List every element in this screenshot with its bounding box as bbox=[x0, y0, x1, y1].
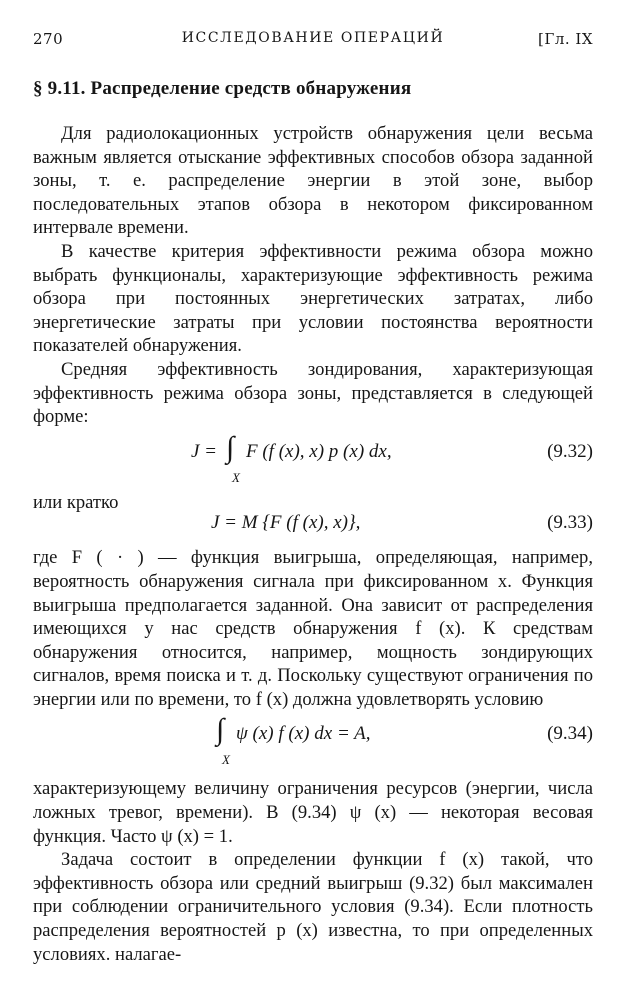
equation-9-34 bbox=[33, 711, 593, 777]
section-heading: § 9.11. Распределение средств обнаружения bbox=[33, 78, 412, 99]
paragraph-3: Средняя эффективность зондирования, характеризующая эффективность режима обзора зоны, представляется в следующей форме: bbox=[33, 358, 593, 428]
integral-domain: X bbox=[232, 469, 240, 485]
running-head bbox=[33, 30, 593, 56]
integral-sign: ∫ bbox=[216, 713, 225, 747]
or-briefly-text: или кратко bbox=[33, 491, 119, 513]
paragraph-4: где F ( · ) — функция выигрыша, определяющая, например, вероятность обнаружения сигнала при фиксированном x. Функция выигрыша предполагается заданной. Она зависит от распределения имеющихся у нас средств обнаружения f (x). К средствам обнаружения относится, например, мощность зондирующих сигналов, время поиска и т. д. Поскольку существуют ограничения по энергии или по времени, то f (x) должна удовлетворять условию bbox=[33, 547, 593, 710]
paragraph-2: В качестве критерия эффективности режима обзора можно выбрать функционалы, характеризующие эффективность режима обзора при постоянных энергетических затратах, либо энергетические затраты при условии постоянства вероятности показателей обнаружения. bbox=[33, 240, 593, 357]
equation-body: F (f (x), x) p (x) dx, bbox=[246, 440, 392, 462]
equation-number: (9.34) bbox=[547, 723, 593, 745]
page-number: 270 bbox=[33, 30, 64, 48]
equation-lhs: J = bbox=[191, 440, 218, 462]
integral-sign: ∫ bbox=[226, 430, 235, 464]
equation-number: (9.33) bbox=[547, 512, 593, 534]
paragraph-6: Задача состоит в определении функции f (x) такой, что эффективность обзора или средний выигрыш (9.32) был максимален при соблюдении ограничительного условия (9.34). Если плотность распределения вероятностей p (x) известна, то при определенных условиях. налагае- bbox=[33, 849, 593, 965]
book-page bbox=[33, 30, 593, 966]
paragraph-5: характеризующему величину ограничения ресурсов (энергии, числа ложных тревог, времени). В (9.34) ψ (x) — некоторая весовая функция. Часто ψ (x) = 1. bbox=[33, 778, 593, 847]
running-title: ИССЛЕДОВАНИЕ ОПЕРАЦИЙ bbox=[181, 30, 445, 46]
equation-number: (9.32) bbox=[547, 440, 593, 462]
integral-domain: X bbox=[222, 752, 230, 768]
equation-9-32 bbox=[33, 429, 593, 495]
chapter-label: [Гл. IX bbox=[538, 30, 593, 48]
equation-body: J = M {F (f (x), x)}, bbox=[211, 512, 361, 534]
paragraph-1: Для радиолокационных устройств обнаружения цели весьма важным является отыскание эффективных способов обзора заданной зоны, т. е. распределение энергии в этой зоне, выбор последовательных этапов обзора в некотором фиксированном интервале времени. bbox=[33, 123, 593, 239]
equation-body: ψ (x) f (x) dx = A, bbox=[236, 723, 371, 745]
equation-9-33 bbox=[33, 500, 593, 544]
